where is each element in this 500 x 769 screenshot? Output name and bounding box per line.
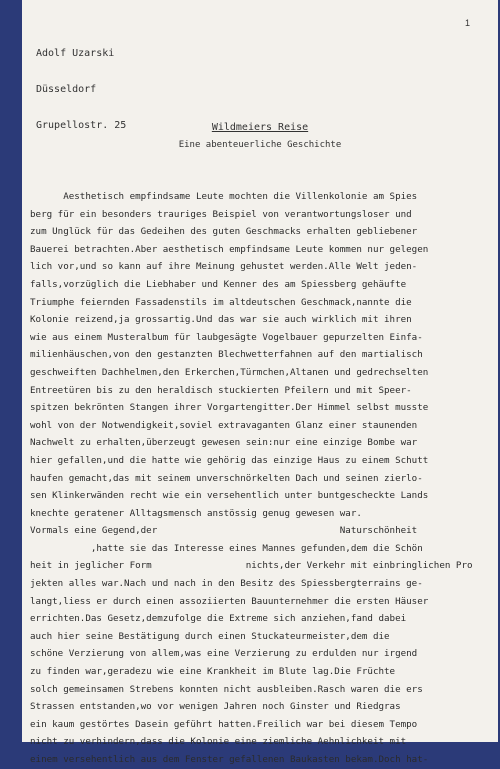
text-line: geschweiften Dachhelmen,den Erkerchen,Türmchen,Altanen und gedrechselten — [30, 366, 429, 378]
text-line: errichten.Das Gesetz,demzufolge die Extreme sich anziehen,fand dabei — [30, 613, 407, 625]
text-line: milienhäuschen,von den gestanzten Blechwetterfahnen auf den martialisch — [30, 349, 423, 361]
text-line: langt,liess er durch einen assoziierten Bauunternehmer die ersten Häuser — [30, 595, 429, 607]
text-line: einem versehentlich aus dem Fenster gefallenen Baukasten bekam.Doch hat- — [30, 754, 429, 765]
author-name: Adolf Uzarski — [36, 48, 115, 59]
text-line: zu finden war,geradezu wie eine Krankheit im Blute lag.Die Früchte — [30, 666, 396, 678]
author-address — [36, 24, 126, 156]
story-subtitle: Eine abenteuerliche Geschichte — [178, 140, 342, 150]
author-city: Düsseldorf — [36, 84, 97, 95]
text-line: nicht zu verhindern,dass die Kolonie eine ziemliche Aehnlichkeit mit — [30, 736, 407, 748]
text-line: berg für ein besonders trauriges Beispiel von verantwortungsloser und — [30, 208, 412, 220]
text-line: Vormals eine Gegend,der Naturschönheit — [30, 525, 418, 537]
text-line: haufen gemacht,das mit seinem unverschnörkelten Dach und seinen zierlo- — [30, 472, 423, 484]
text-line: Strassen entstanden,wo vor wenigen Jahren noch Ginster und Riedgras — [30, 701, 401, 713]
text-line: jekten alles war.Nach und nach in den Besitz des Spiessbergterrains ge- — [30, 578, 423, 590]
text-line: zum Unglück für das Gedeihen des guten Geschmacks erhalten gebliebener — [30, 226, 418, 238]
text-line: spitzen bekrönten Stangen ihrer Vorgartengitter.Der Himmel selbst musste — [30, 402, 429, 414]
text-line: ,hatte sie das Interesse eines Mannes gefunden,dem die Schön — [30, 542, 423, 554]
text-line: Entreetüren bis zu den heraldisch stuckierten Pfeilern und mit Speer- — [30, 384, 412, 396]
text-line: Bauerei betrachten.Aber aesthetisch empfindsame Leute kommen nur gelegen — [30, 243, 429, 255]
text-line: Kolonie reizend,ja grossartig.Und das war sie auch wirklich mit ihren — [30, 314, 412, 326]
text-line: hier gefallen,und die hatte wie gehörig das einzige Haus zu einem Schutt — [30, 454, 429, 466]
text-line: auch hier seine Bestätigung durch einen Stuckateurmeister,dem die — [30, 630, 390, 642]
text-line: ein kaum gestörtes Dasein geführt hatten.Freilich war bei diesem Tempo — [30, 718, 418, 730]
text-line: knechte geratener Alltagsmensch anstössig genug gewesen war. — [30, 507, 362, 519]
text-line: sen Klinkerwänden recht wie ein versehentlich unter buntgescheckte Lands — [30, 490, 429, 502]
text-line: Aesthetisch empfindsame Leute mochten die Villenkolonie am Spies — [30, 191, 418, 202]
text-line: schöne Verzierung von allem,was eine Verzierung zu erdulden nur irgend — [30, 648, 418, 660]
text-line: wie aus einem Musteralbum für laubgesägte Vogelbauer gepurzelten Einfa- — [30, 331, 423, 343]
text-line: heit in jeglicher Form nichts,der Verkehr mit einbringlichen Pro — [30, 560, 473, 572]
text-line: Triumphe feiernden Fassadenstils im altdeutschen Geschmack,nannte die — [30, 296, 412, 308]
page-number: 1 — [464, 18, 470, 28]
typewritten-page — [22, 0, 498, 765]
text-line: Nachwelt zu erhalten,überzeugt gewesen sein:nur eine einzige Bombe war — [30, 437, 418, 449]
text-line: falls,vorzüglich die Liebhaber und Kenner des am Spiessberg gehäufte — [30, 278, 407, 290]
story-body — [30, 188, 498, 769]
text-line: solch gemeinsamen Strebens konnten nicht ausbleiben.Rasch waren die ers — [30, 683, 423, 695]
text-line: wohl von der Notwendigkeit,soviel extravaganten Glanz einer staunenden — [30, 419, 418, 431]
story-title: Wildmeiers Reise — [211, 122, 309, 133]
text-line: lich vor,und so kann auf ihre Meinung gehustet werden.Alle Welt jeden- — [30, 261, 418, 273]
author-street: Grupellostr. 25 — [36, 120, 127, 131]
